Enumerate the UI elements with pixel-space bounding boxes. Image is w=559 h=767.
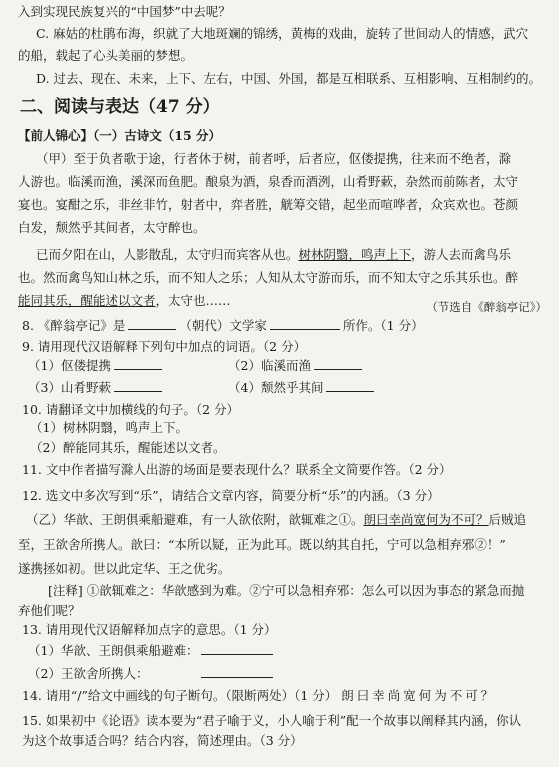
answer-blank[interactable] — [270, 318, 340, 330]
question-9-item: （2）临溪而渔 — [228, 358, 311, 373]
underlined-sentence: 树林阴翳，鸣声上下 — [298, 247, 412, 262]
passage-a-line: 也。然而禽鸟知山林之乐，而不知人之乐；人知从太守游而乐，而不知太守之乐其乐也。醉 — [18, 270, 519, 285]
question-13-item — [28, 643, 549, 659]
question-10-item: （2）醉能同其乐，醒能述以文者。 — [30, 440, 226, 455]
annotation-note: [注释] ①歆辄难之：华歆感到为难。②宁可以急相弃邪：怎么可以因为事态的紧急而抛 — [48, 583, 525, 598]
question-8-text: 8. 《醉翁亭记》是 — [22, 318, 126, 333]
question-10-item: （1）树林阴翳，鸣声上下。 — [30, 420, 188, 435]
answer-blank[interactable] — [114, 380, 162, 392]
question-9-item: （3）山肴野蔌 — [28, 380, 111, 395]
question-8-text: 所作。（1 分） — [342, 318, 424, 333]
option-d-line: D. 过去、现在、未来，上下、左右，中国、外国，都是互相联系、互相影响、互相制约的。 — [36, 71, 542, 86]
passage-b-line: 至，王欲舍所携人。歆曰：“本所以疑，正为此耳。既以纳其自托，宁可以急相弃邪②！” — [18, 537, 506, 552]
question-10: 10. 请翻译文中加横线的句子。（2 分） — [22, 402, 240, 417]
question-15: 15. 如果初中《论语》读本要为“君子喻于义，小人喻于利”配一个故事以阐释其内涵，你认 — [22, 713, 522, 728]
answer-blank[interactable] — [314, 358, 362, 370]
passage-text: ，太守也…… — [155, 293, 231, 308]
question-13-item — [28, 666, 549, 682]
passage-b-line — [26, 512, 549, 528]
option-c-line2: 的船，载起了心头美丽的梦想。 — [18, 48, 194, 63]
question-8-text: （朝代）文学家 — [179, 318, 267, 333]
passage-text: ，游人去而禽鸟乐 — [411, 247, 512, 262]
passage-a-line — [36, 247, 549, 263]
answer-blank[interactable] — [114, 358, 162, 370]
question-15: 为这个故事适合吗？结合内容，简述理由。（3 分） — [22, 733, 303, 748]
question-11: 11. 文中作者描写滁人出游的场面是要表现什么？联系全文简要作答。（2 分） — [22, 462, 452, 477]
passage-a-line: 人游也。临溪而渔，溪深而鱼肥。酿泉为酒，泉香而酒洌，山肴野蔌，杂然而前陈者，太守 — [18, 174, 519, 189]
annotation-note: 弃他们呢？ — [18, 603, 81, 618]
answer-blank[interactable] — [128, 318, 176, 330]
question-13-item-text: （2）王欲舍所携人： — [28, 666, 149, 681]
section-heading: 二、阅读与表达（47 分） — [20, 97, 220, 117]
option-c-line1: C. 麻姑的杜鹃布海，织就了大地斑斓的锦绣，黄梅的戏曲，旋转了世间动人的情感，武穴 — [36, 26, 529, 41]
question-13: 13. 请用现代汉语解释加点字的意思。（1 分） — [22, 622, 277, 637]
question-9-row — [28, 380, 549, 396]
subsection-heading: 【前人锦心】（一）古诗文（15 分） — [18, 128, 221, 143]
source-note: （节选自《醉翁亭记》） — [426, 300, 547, 314]
passage-text: （乙）华歆、王朗俱乘船避难，有一人欲依附，歆辄难之①。 — [26, 512, 364, 527]
question-14 — [22, 688, 549, 704]
question-9-item: （4）颓然乎其间 — [228, 380, 324, 395]
question-9-item: （1）伛偻提携 — [28, 358, 111, 373]
answer-blank[interactable] — [326, 380, 374, 392]
passage-a-line: （甲）至于负者歌于途，行者休于树，前者呼，后者应，伛偻提携，往来而不绝者，滁 — [36, 151, 512, 166]
question-12: 12. 选文中多次写到“乐”，请结合文章内容，简要分析“乐”的内涵。（3 分） — [22, 488, 440, 503]
sentence-to-segment: 朗曰幸尚宽何为不可？ — [341, 688, 497, 703]
passage-a-line: 宴也。宴酣之乐，非丝非竹，射者中，弈者胜，觥筹交错，起坐而喧哗者，众宾欢也。苍颜 — [18, 197, 519, 212]
answer-blank[interactable] — [201, 643, 273, 655]
question-9: 9. 请用现代汉语解释下列句中加点的词语。（2 分） — [22, 339, 307, 354]
question-14-text: 14. 请用“/”给文中画线的句子断句。（限断两处）（1 分） — [22, 688, 338, 703]
passage-text: 后贼追 — [488, 512, 527, 527]
underlined-sentence: 朗曰幸尚宽何为不可？ — [363, 512, 489, 527]
passage-text: 已而夕阳在山，人影散乱，太守归而宾客从也。 — [36, 247, 299, 262]
question-13-item-text: （1）华歆、王朗俱乘船避难： — [28, 643, 199, 658]
intro-line: 入到实现民族复兴的“中国梦”中去呢？ — [18, 4, 231, 19]
answer-blank[interactable] — [201, 666, 273, 678]
underlined-sentence: 能同其乐，醒能述以文者 — [18, 293, 156, 308]
question-8 — [22, 318, 549, 334]
question-9-row — [28, 358, 549, 374]
passage-a-line: 白发，颓然乎其间者，太守醉也。 — [18, 220, 206, 235]
passage-b-line: 遂携拯如初。世以此定华、王之优劣。 — [18, 561, 231, 576]
